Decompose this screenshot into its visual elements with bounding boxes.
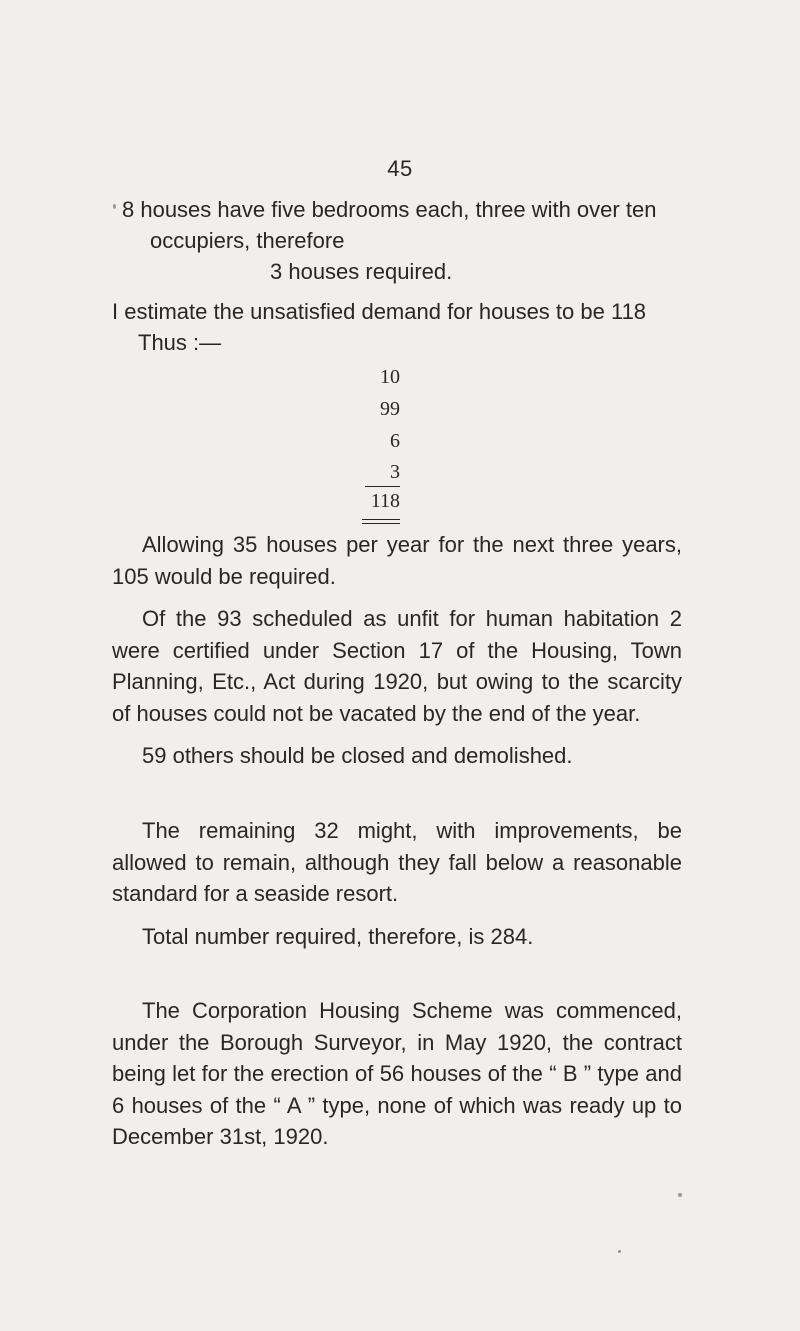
paper-speck bbox=[113, 204, 116, 209]
paragraph-total: Total number required, therefore, is 284. bbox=[142, 924, 534, 949]
thus-line: Thus :— bbox=[138, 330, 222, 355]
sum-value: 99 bbox=[380, 398, 400, 420]
paper-speck bbox=[618, 1250, 621, 1253]
paragraph-remaining: The remaining 32 might, with improvements, be allowed to remain, although they fall below a reasonable standard for a seaside resort. bbox=[112, 818, 682, 906]
paragraph-corporation: The Corporation Housing Scheme was commenced, under the Borough Surveyor, in May 1920, the contract being let for the erection of 56 houses of the “ B ” type and 6 houses of the “ A ” type, none of which was ready up to December 31st, 1920. bbox=[112, 998, 682, 1149]
sum-value: 6 bbox=[390, 430, 400, 452]
sum-value: 10 bbox=[380, 366, 400, 388]
sum-double-rule bbox=[362, 519, 400, 524]
sum-total: 118 bbox=[370, 490, 400, 512]
page-number: 45 bbox=[387, 156, 413, 181]
paper-speck bbox=[678, 1193, 682, 1197]
bedrooms-line-3: 3 houses required. bbox=[270, 259, 453, 284]
paragraph-scheduled: Of the 93 scheduled as unfit for human habitation 2 were certified under Section 17 of the Housing, Town Planning, Etc., Act during 1920, but owing to the scarcity of houses could not be vacated by the end of the year. bbox=[112, 606, 682, 726]
sum-rule bbox=[365, 486, 400, 487]
sum-value: 3 bbox=[390, 461, 400, 483]
paragraph-demolished: 59 others should be closed and demolished. bbox=[142, 743, 573, 768]
bedrooms-line-1: 8 houses have five bedrooms each, three with over ten bbox=[122, 197, 657, 222]
paragraph-allowing: Allowing 35 houses per year for the next three years, 105 would be required. bbox=[112, 532, 682, 589]
bedrooms-line-2: occupiers, therefore bbox=[150, 228, 345, 253]
estimate-line: I estimate the unsatisfied demand for houses to be 118 bbox=[112, 299, 647, 324]
